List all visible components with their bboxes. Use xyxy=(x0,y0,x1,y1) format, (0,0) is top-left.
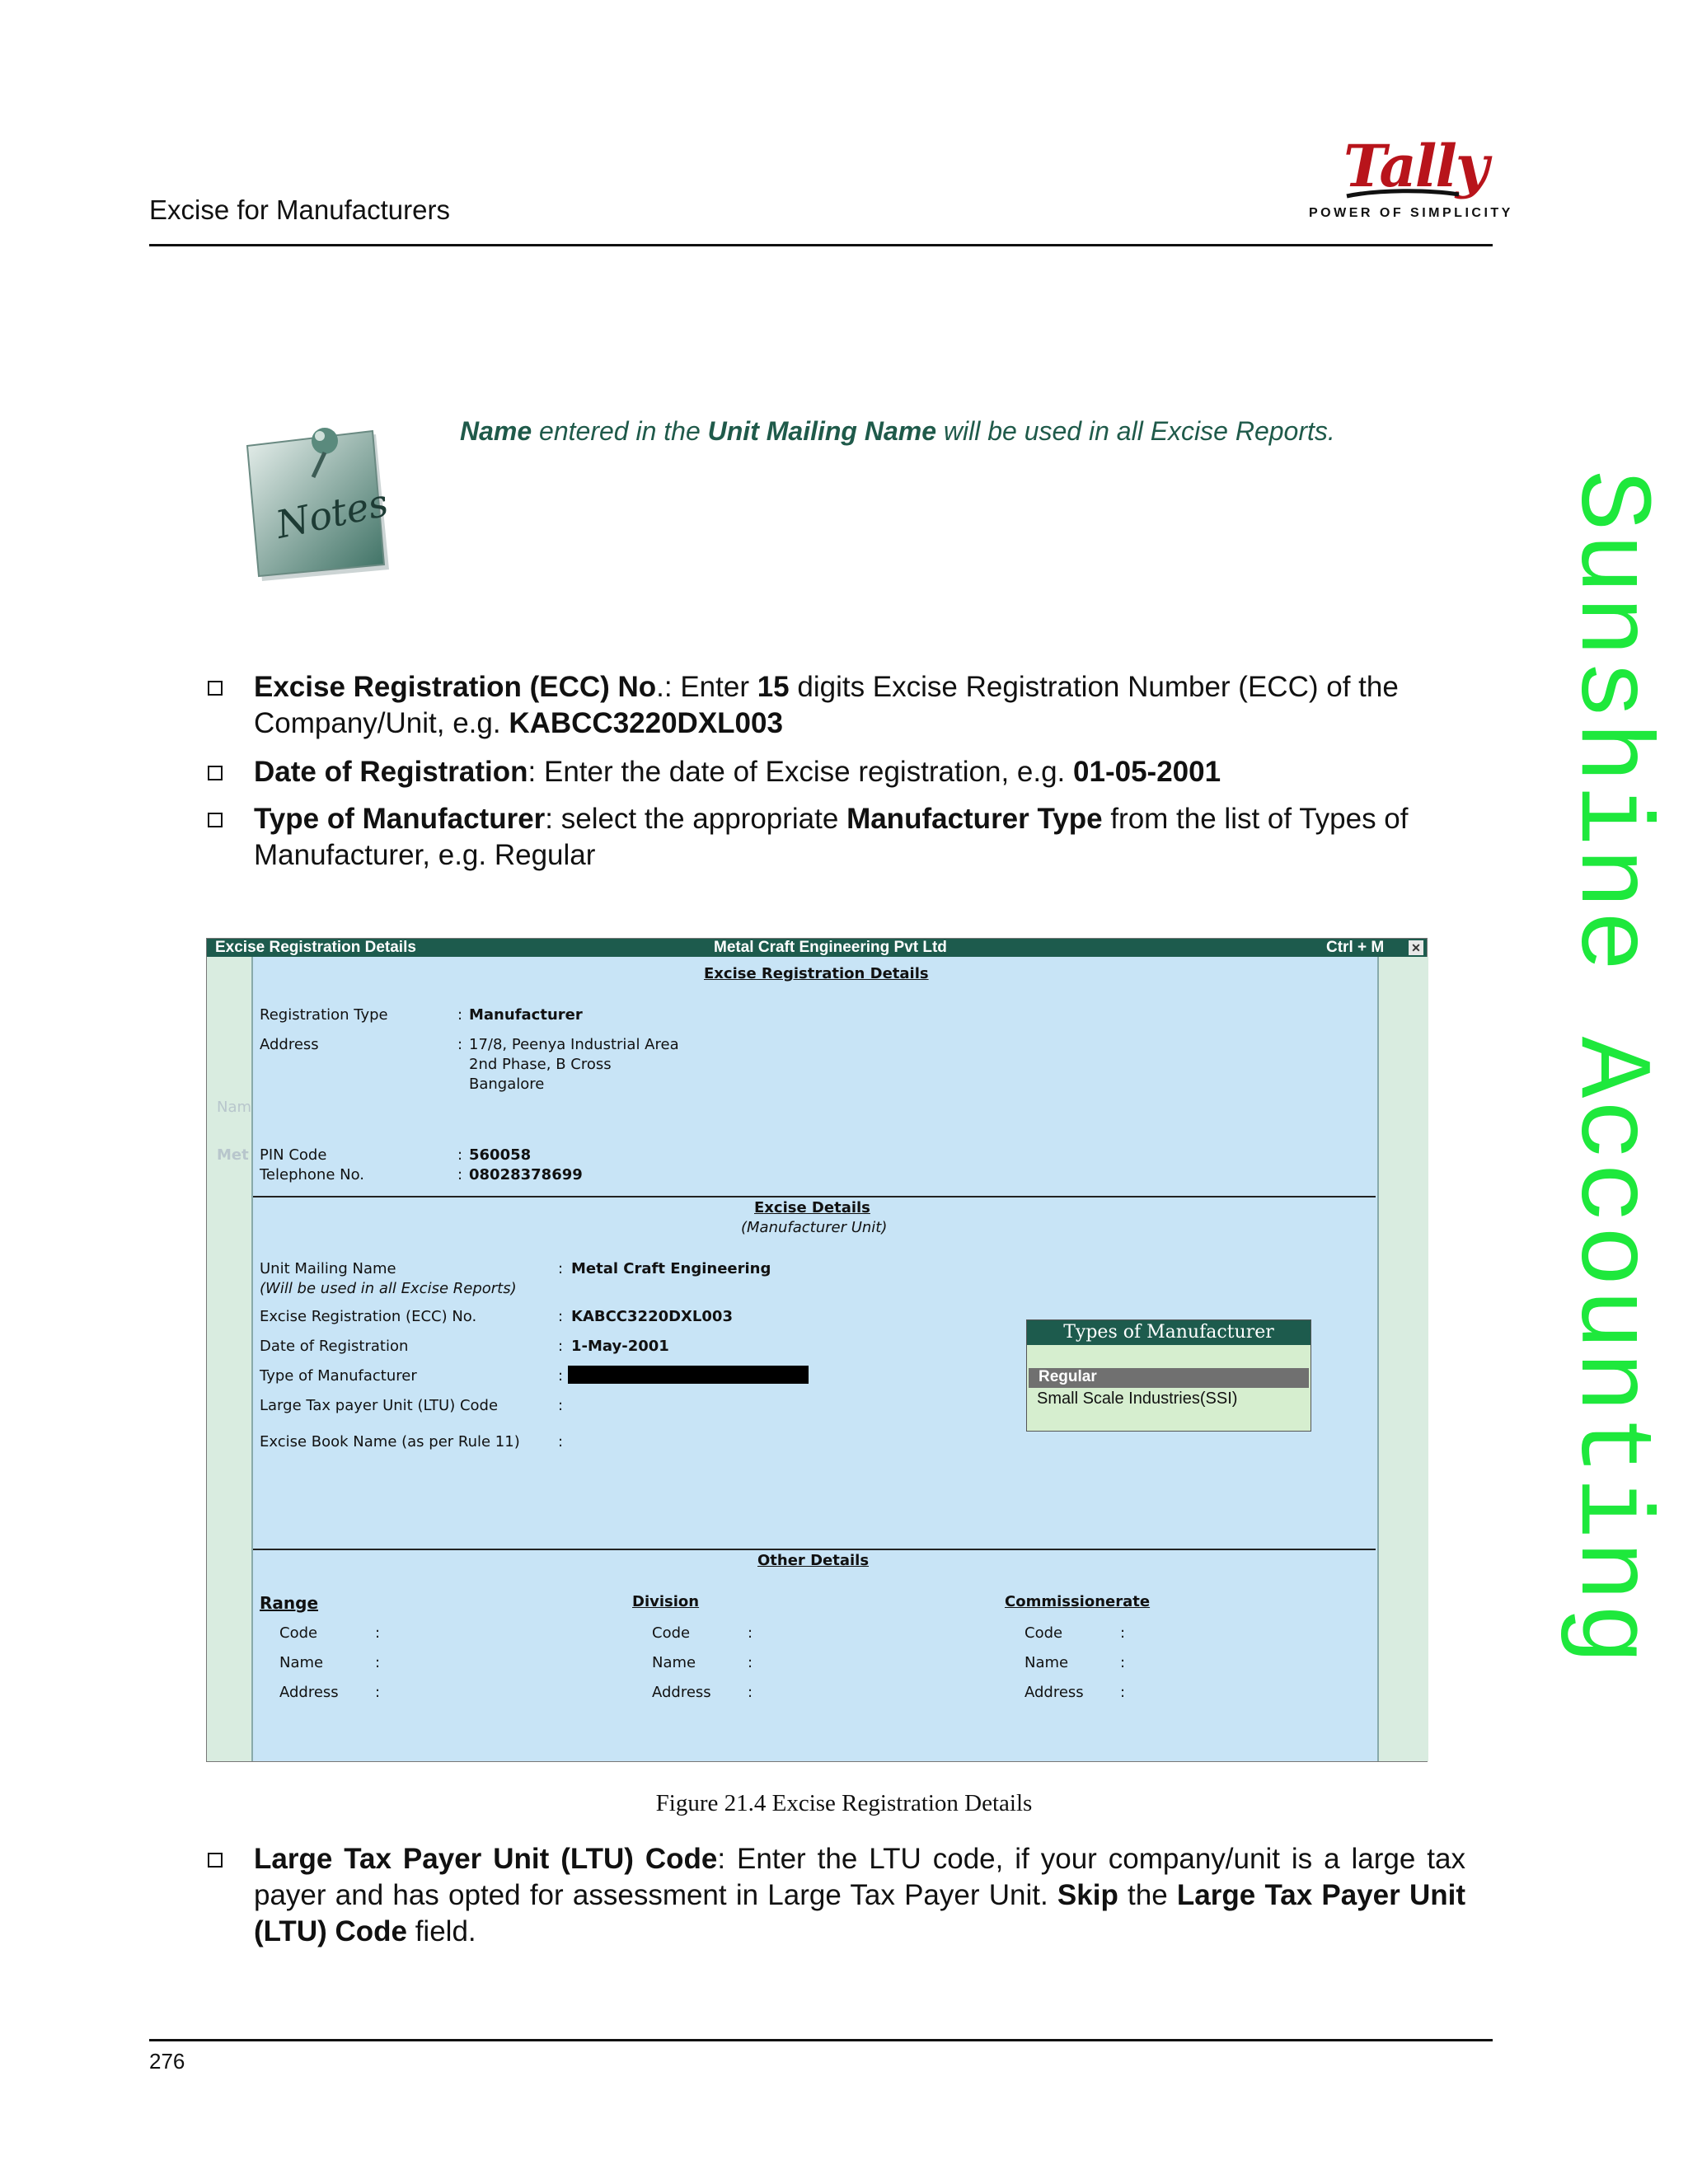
bullet-ecc-no: Excise Registration (ECC) No.: Enter 15 digits Excise Registration Number (ECC) of the Company/Unit, e.g. KABCC3220DXL003 xyxy=(254,671,1399,739)
commissionerate-heading: Commissionerate xyxy=(1005,1593,1151,1610)
header-divider xyxy=(149,244,1493,246)
type-of-manufacturer-field[interactable] xyxy=(568,1366,809,1384)
value-pin-code[interactable]: 560058 xyxy=(469,1146,532,1164)
colon: : xyxy=(1120,1654,1126,1671)
right-panel xyxy=(1377,957,1428,1761)
commissionerate-address-label: Address xyxy=(1025,1684,1084,1701)
colon: : xyxy=(558,1338,564,1355)
colon: : xyxy=(457,1036,463,1053)
ghost-label: Nam xyxy=(217,1099,252,1116)
label-pin-code: PIN Code xyxy=(260,1146,327,1164)
excise-details-subheading: (Manufacturer Unit) xyxy=(741,1219,888,1236)
popup-item-selected[interactable]: Regular xyxy=(1029,1368,1309,1388)
colon: : xyxy=(457,1146,463,1164)
range-heading: Range xyxy=(260,1593,319,1613)
bullet-ltu-code: Large Tax Payer Unit (LTU) Code: Enter the LTU code, if your company/unit is a large tax payer and has opted for assessment in Large Tax Payer Unit. Skip the Large Tax Payer Unit (LTU) Code field. xyxy=(254,1843,1465,1947)
label-address: Address xyxy=(260,1036,319,1053)
colon: : xyxy=(558,1397,564,1414)
division-heading: Division xyxy=(632,1593,700,1610)
shortcut-hint: Ctrl + M xyxy=(1326,939,1385,956)
label-excise-book-name: Excise Book Name (as per Rule 11) xyxy=(260,1433,520,1451)
label-telephone: Telephone No. xyxy=(260,1166,365,1183)
unit-mailing-name-note: (Will be used in all Excise Reports) xyxy=(260,1280,517,1297)
bullet-marker xyxy=(208,681,223,696)
value-registration-type[interactable]: Manufacturer xyxy=(469,1006,583,1024)
colon: : xyxy=(558,1308,564,1325)
section-divider xyxy=(253,1196,1376,1197)
colon: : xyxy=(748,1654,753,1671)
address-line[interactable]: 17/8, Peenya Industrial Area xyxy=(469,1036,679,1053)
note-text: Name entered in the Unit Mailing Name will be used in all Excise Reports. xyxy=(460,416,1335,446)
value-date-of-registration[interactable]: 1-May-2001 xyxy=(571,1338,669,1355)
footer-divider xyxy=(149,2039,1493,2041)
other-details-heading: Other Details xyxy=(757,1552,870,1569)
excise-registration-screen xyxy=(206,938,1428,1762)
value-telephone[interactable]: 08028378699 xyxy=(469,1166,583,1183)
colon: : xyxy=(457,1166,463,1183)
colon: : xyxy=(748,1624,753,1642)
notes-icon-label: Notes xyxy=(272,480,392,547)
colon: : xyxy=(375,1684,381,1701)
ghost-label: Met xyxy=(217,1146,249,1164)
range-address-label: Address xyxy=(279,1684,339,1701)
company-name: Metal Craft Engineering Pvt Ltd xyxy=(714,939,947,956)
colon: : xyxy=(748,1684,753,1701)
colon: : xyxy=(1120,1684,1126,1701)
form-heading: Excise Registration Details xyxy=(704,965,929,982)
types-of-manufacturer-popup xyxy=(1026,1319,1311,1432)
division-address-label: Address xyxy=(652,1684,711,1701)
label-registration-type: Registration Type xyxy=(260,1006,388,1024)
popup-item[interactable]: Small Scale Industries(SSI) xyxy=(1037,1390,1238,1408)
commissionerate-code-label: Code xyxy=(1025,1624,1063,1642)
range-name-label: Name xyxy=(279,1654,324,1671)
running-header: Excise for Manufacturers xyxy=(149,194,450,225)
excise-details-heading: Excise Details xyxy=(754,1199,870,1216)
popup-title: Types of Manufacturer xyxy=(1027,1320,1311,1345)
colon: : xyxy=(558,1433,564,1451)
logo-tagline: POWER OF SIMPLICITY xyxy=(1309,206,1513,220)
division-name-label: Name xyxy=(652,1654,696,1671)
colon: : xyxy=(375,1654,381,1671)
value-unit-mailing-name[interactable]: Metal Craft Engineering xyxy=(571,1260,771,1277)
colon: : xyxy=(558,1260,564,1277)
address-line[interactable]: 2nd Phase, B Cross xyxy=(469,1056,612,1073)
left-panel xyxy=(207,957,253,1761)
screen-title-bar xyxy=(207,939,1427,957)
screen-title-left: Excise Registration Details xyxy=(215,939,416,956)
label-type-of-manufacturer: Type of Manufacturer xyxy=(260,1367,417,1385)
page-number: 276 xyxy=(149,2049,185,2074)
label-ecc-no: Excise Registration (ECC) No. xyxy=(260,1308,477,1325)
logo-swoosh-icon xyxy=(1345,188,1461,199)
bullet-marker xyxy=(208,766,223,780)
bullet-date-of-registration: Date of Registration: Enter the date of Excise registration, e.g. 01-05-2001 xyxy=(254,756,1221,788)
division-code-label: Code xyxy=(652,1624,691,1642)
range-code-label: Code xyxy=(279,1624,318,1642)
bullet-marker xyxy=(208,1853,223,1868)
value-ecc-no[interactable]: KABCC3220DXL003 xyxy=(571,1308,733,1325)
commissionerate-name-label: Name xyxy=(1025,1654,1069,1671)
close-icon[interactable]: ✕ xyxy=(1409,940,1423,955)
label-unit-mailing-name: Unit Mailing Name xyxy=(260,1260,396,1277)
colon: : xyxy=(375,1624,381,1642)
label-ltu-code: Large Tax payer Unit (LTU) Code xyxy=(260,1397,499,1414)
watermark: Sunshine Accounting xyxy=(1551,470,1667,1666)
colon: : xyxy=(457,1006,463,1024)
tally-logo: Tally xyxy=(1343,132,1488,200)
colon: : xyxy=(558,1367,564,1385)
label-date-of-registration: Date of Registration xyxy=(260,1338,409,1355)
bullet-type-of-manufacturer: Type of Manufacturer: select the appropriate Manufacturer Type from the list of Types of Manufacturer, e.g. Regular xyxy=(254,803,1409,871)
address-line[interactable]: Bangalore xyxy=(469,1076,545,1093)
bullet-marker xyxy=(208,813,223,827)
colon: : xyxy=(1120,1624,1126,1642)
section-divider xyxy=(253,1549,1376,1550)
notes-icon xyxy=(244,416,394,581)
figure-caption: Figure 21.4 Excise Registration Details xyxy=(655,1790,1033,1816)
